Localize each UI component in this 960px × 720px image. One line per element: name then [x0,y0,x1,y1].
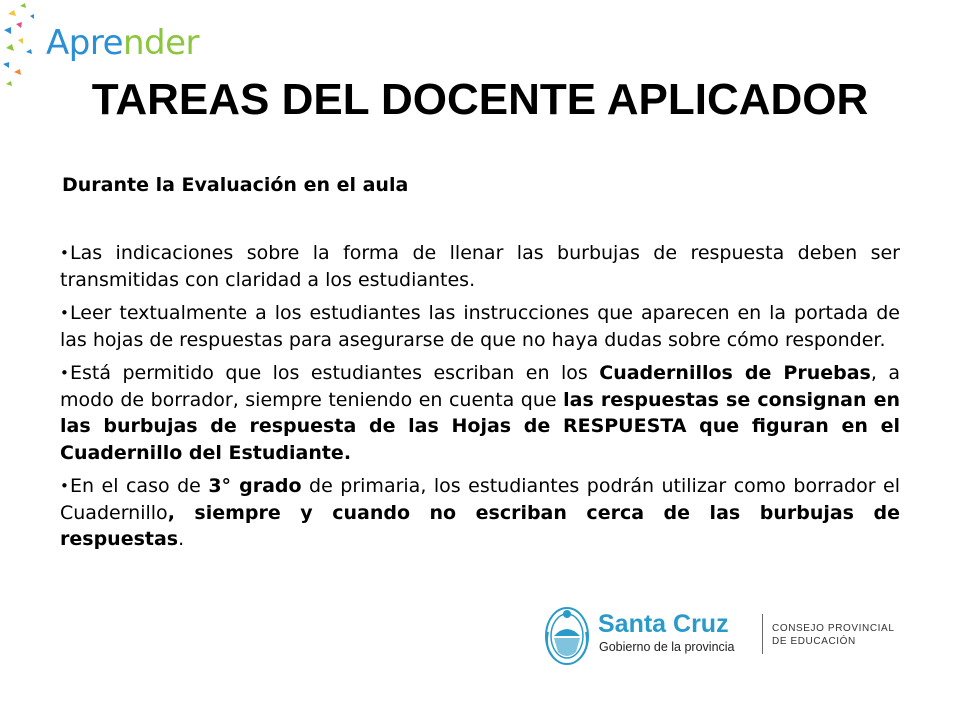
bullet-icon: • [60,477,69,495]
bullet-item: •Leer textualmente a los estudiantes las instrucciones que aparecen en la portada de las hojas de respuestas para asegurarse de que no haya dudas sobre cómo responder. [60,302,900,351]
bullet-icon: • [60,244,69,262]
bullet-item: •En el caso de 3° grado de primaria, los estudiantes podrán utilizar como borrador el Cuadernillo, siempre y cuando no escriban cerca de las burbujas de respuestas. [60,475,900,550]
logo-divider [762,614,763,654]
consejo-line-1: CONSEJO PROVINCIAL [772,623,895,634]
consejo-label [772,622,895,648]
santa-cruz-name: Santa Cruz [598,610,729,638]
aprender-wordmark: Aprender [46,23,200,63]
consejo-line-2: DE EDUCACIÓN [772,636,856,647]
santa-cruz-gov: Gobierno de la provincia [599,640,735,654]
bullet-icon: • [60,364,69,382]
bullet-item: •Está permitido que los estudiantes escriban en los Cuadernillos de Pruebas, a modo de borrador, siempre teniendo en cuenta que las respuestas se consignan en las burbujas de respuesta de las Hojas de RESPUESTA que figuran en el Cuadernillo del Estudiante. [60,362,900,464]
provincial-shield-icon [544,602,590,666]
section-subtitle: Durante la Evaluación en el aula [62,174,409,196]
santa-cruz-logo [540,600,910,670]
bullet-icon: • [60,304,69,322]
bullet-item: •Las indicaciones sobre la forma de llenar las burbujas de respuesta deben ser transmitidas con claridad a los estudiantes. [60,242,900,291]
page-title: TAREAS DEL DOCENTE APLICADOR [91,75,869,124]
bullet-list [60,240,900,560]
